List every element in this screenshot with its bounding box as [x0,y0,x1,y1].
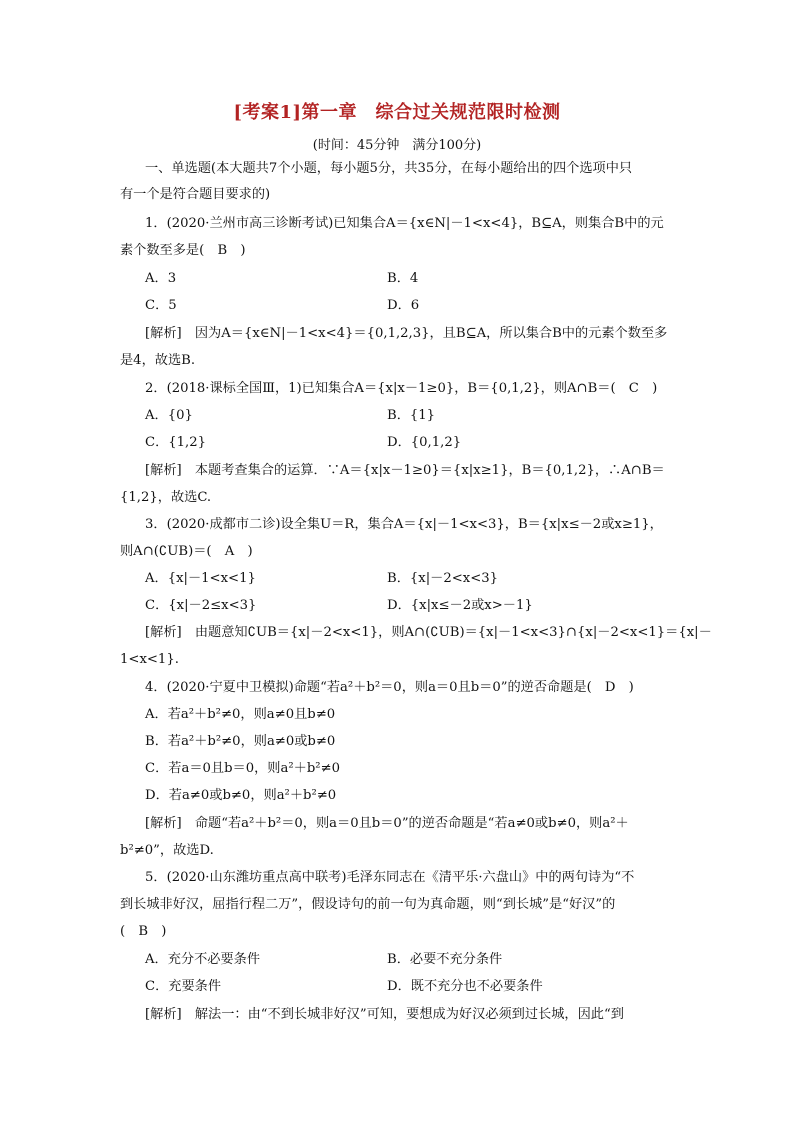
q2-analysis-cont: {1,2}，故选C. [120,490,212,505]
q1-option-b: B．4 [387,271,419,286]
q3-option-a: A．{x|－1<x<1} [145,571,256,586]
q1-analysis: [解析] 因为A＝{x∈N|－1<x<4}＝{0,1,2,3}，且B⊆A，所以集合B中的元素个数至多 [145,326,668,341]
q2-option-d: D．{0,1,2} [387,435,462,450]
q3-option-b: B．{x|－2<x<3} [387,571,499,586]
q4-stem: 4．(2020·宁夏中卫模拟)命题“若a²＋b²＝0，则a＝0且b＝0”的逆否命题是( D ) [145,680,634,695]
q2-option-c: C．{1,2} [145,435,207,450]
q1-stem-cont: 素个数至多是( B ) [120,243,246,258]
q3-stem-cont: 则A∩(∁UB)＝( A ) [120,544,253,559]
q1-option-c: C．5 [145,298,177,313]
q2-analysis: [解析] 本题考查集合的运算．∵A＝{x|x－1≥0}＝{x|x≥1}，B＝{0,1,2}，∴A∩B＝ [145,463,665,478]
q5-option-b: B．必要不充分条件 [387,952,503,967]
page-title: [考案1]第一章 综合过关规范限时检测 [233,102,561,123]
q5-option-a: A．充分不必要条件 [145,952,261,967]
q1-option-d: D．6 [387,298,420,313]
q4-analysis-cont: b²≠0”，故选D. [120,843,214,858]
q5-option-c: C．充要条件 [145,979,222,994]
q3-analysis-cont: 1<x<1}. [120,652,179,667]
q1-option-a: A．3 [145,271,177,286]
q4-option-d: D．若a≠0或b≠0，则a²＋b²≠0 [145,788,337,803]
q2-stem: 2．(2018·课标全国Ⅲ，1)已知集合A＝{x|x－1≥0}，B＝{0,1,2}，则A∩B＝( C ) [145,381,658,396]
q3-stem: 3．(2020·成都市二诊)设全集U＝R，集合A＝{x|－1<x<3}，B＝{x|x≤－2或x≥1}， [145,517,663,532]
q1-stem: 1．(2020·兰州市高三诊断考试)已知集合A＝{x∈N|－1<x<4}，B⊆A，则集合B中的元 [145,216,664,231]
q5-option-d: D．既不充分也不必要条件 [387,979,543,994]
q4-option-b: B．若a²＋b²≠0，则a≠0或b≠0 [145,734,336,749]
section-heading-cont: 有一个是符合题目要求的) [120,187,271,202]
q1-analysis-cont: 是4，故选B. [120,353,196,368]
q5-analysis: [解析] 解法一：由“不到长城非好汉”可知，要想成为好汉必须到过长城，因此“到 [145,1007,624,1022]
exam-info: (时间：45分钟 满分100分) [312,138,482,153]
q3-option-d: D．{x|x≤－2或x>－1} [387,598,533,613]
q3-option-c: C．{x|－2≤x<3} [145,598,257,613]
q3-analysis: [解析] 由题意知∁UB＝{x|－2<x<1}，则A∩(∁UB)＝{x|－1<x<3}∩{x|－2<x<1}＝{x|－ [145,625,712,640]
q5-stem: 5．(2020·山东潍坊重点高中联考)毛泽东同志在《清平乐·六盘山》中的两句诗为“不 [145,870,635,885]
q4-option-c: C．若a＝0且b＝0，则a²＋b²≠0 [145,761,340,776]
q4-option-a: A．若a²＋b²≠0，则a≠0且b≠0 [145,707,336,722]
section-heading: 一、单选题(本大题共7个小题，每小题5分，共35分，在每小题给出的四个选项中只 [145,161,633,176]
q4-analysis: [解析] 命题“若a²＋b²＝0，则a＝0且b＝0”的逆否命题是“若a≠0或b≠0，则a²＋ [145,816,629,831]
q5-answer-bracket: ( B ) [120,924,167,939]
q2-option-b: B．{1} [387,408,436,423]
q5-stem-cont: 到长城非好汉，屈指行程二万”，假设诗句的前一句为真命题，则“到长城”是“好汉”的 [120,897,616,912]
q2-option-a: A．{0} [145,408,193,423]
